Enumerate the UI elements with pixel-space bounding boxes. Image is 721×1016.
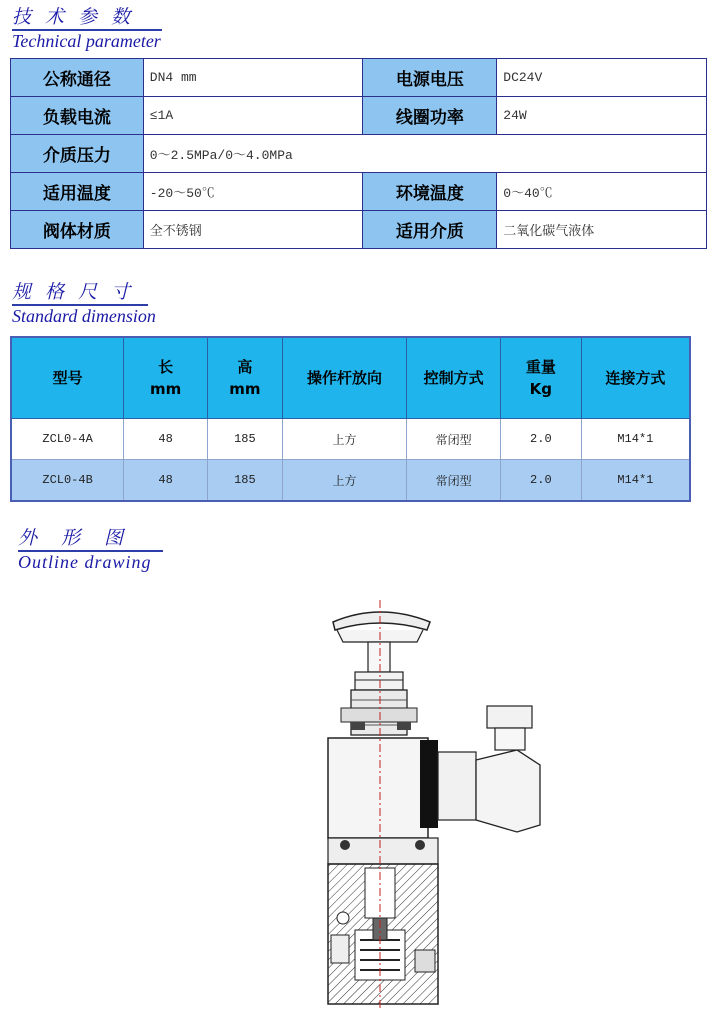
table-cell: ZCL0-4B <box>11 460 124 502</box>
column-header: 操作杆放向 <box>282 337 407 419</box>
param-label: 线圈功率 <box>363 97 497 135</box>
param-label: 阀体材质 <box>11 211 144 249</box>
table-cell: 常闭型 <box>407 419 501 460</box>
table-cell: M14*1 <box>581 419 690 460</box>
column-header: 长 mm <box>124 337 208 419</box>
valve-stem <box>368 642 390 672</box>
outline-title-cn: 外形图 <box>18 527 148 549</box>
valve-outline-drawing <box>255 600 555 1010</box>
table-row <box>11 59 707 97</box>
coil-housing <box>328 738 428 838</box>
technical-heading <box>12 6 162 51</box>
param-label: 电源电压 <box>363 59 497 97</box>
param-value: 二氧化碳气液体 <box>497 211 707 249</box>
table-row <box>11 419 690 460</box>
param-value: DC24V <box>497 59 707 97</box>
param-value: 0～2.5MPa/0～4.0MPa <box>143 135 706 173</box>
cable-gland <box>487 706 532 728</box>
column-header: 连接方式 <box>581 337 690 419</box>
column-header: 控制方式 <box>407 337 501 419</box>
param-label: 适用介质 <box>363 211 497 249</box>
table-cell: M14*1 <box>581 460 690 502</box>
dimension-title-cn: 规格尺寸 <box>12 281 145 303</box>
param-value: -20～50℃ <box>143 173 363 211</box>
column-header: 重量 Kg <box>500 337 581 419</box>
table-cell: 185 <box>207 419 282 460</box>
outline-heading <box>18 527 163 572</box>
table-row <box>11 135 707 173</box>
handwheel-shape <box>333 612 430 630</box>
connector-body <box>438 752 476 820</box>
table-cell: 2.0 <box>500 419 581 460</box>
table-header-row <box>11 337 690 419</box>
table-cell: 上方 <box>282 419 407 460</box>
outline-title-en: Outline drawing <box>18 552 152 572</box>
column-header: 型号 <box>11 337 124 419</box>
column-header: 高 mm <box>207 337 282 419</box>
technical-title-en: Technical parameter <box>12 31 161 51</box>
param-label: 公称通径 <box>11 59 144 97</box>
dimension-title-en: Standard dimension <box>12 306 156 326</box>
coil-band <box>420 740 438 828</box>
param-value: DN4 mm <box>143 59 363 97</box>
table-cell: ZCL0-4A <box>11 419 124 460</box>
table-cell: 2.0 <box>500 460 581 502</box>
table-row <box>11 211 707 249</box>
param-value: 全不锈钢 <box>143 211 363 249</box>
param-value: 0～40℃ <box>497 173 707 211</box>
table-row <box>11 460 690 502</box>
param-label: 负载电流 <box>11 97 144 135</box>
table-cell: 48 <box>124 460 208 502</box>
param-label: 环境温度 <box>363 173 497 211</box>
table-cell: 48 <box>124 419 208 460</box>
table-row <box>11 97 707 135</box>
stem-nut <box>355 672 403 690</box>
technical-parameter-table <box>10 58 707 249</box>
table-cell: 常闭型 <box>407 460 501 502</box>
bonnet-flange <box>341 708 417 722</box>
param-label: 介质压力 <box>11 135 144 173</box>
table-row <box>11 173 707 211</box>
cable-connector <box>476 750 540 832</box>
param-value: 24W <box>497 97 707 135</box>
dimension-heading <box>12 281 156 326</box>
table-cell: 上方 <box>282 460 407 502</box>
technical-title-cn: 技术参数 <box>12 6 145 28</box>
param-value: ≤1A <box>143 97 363 135</box>
table-cell: 185 <box>207 460 282 502</box>
standard-dimension-table <box>10 336 691 502</box>
param-label: 适用温度 <box>11 173 144 211</box>
